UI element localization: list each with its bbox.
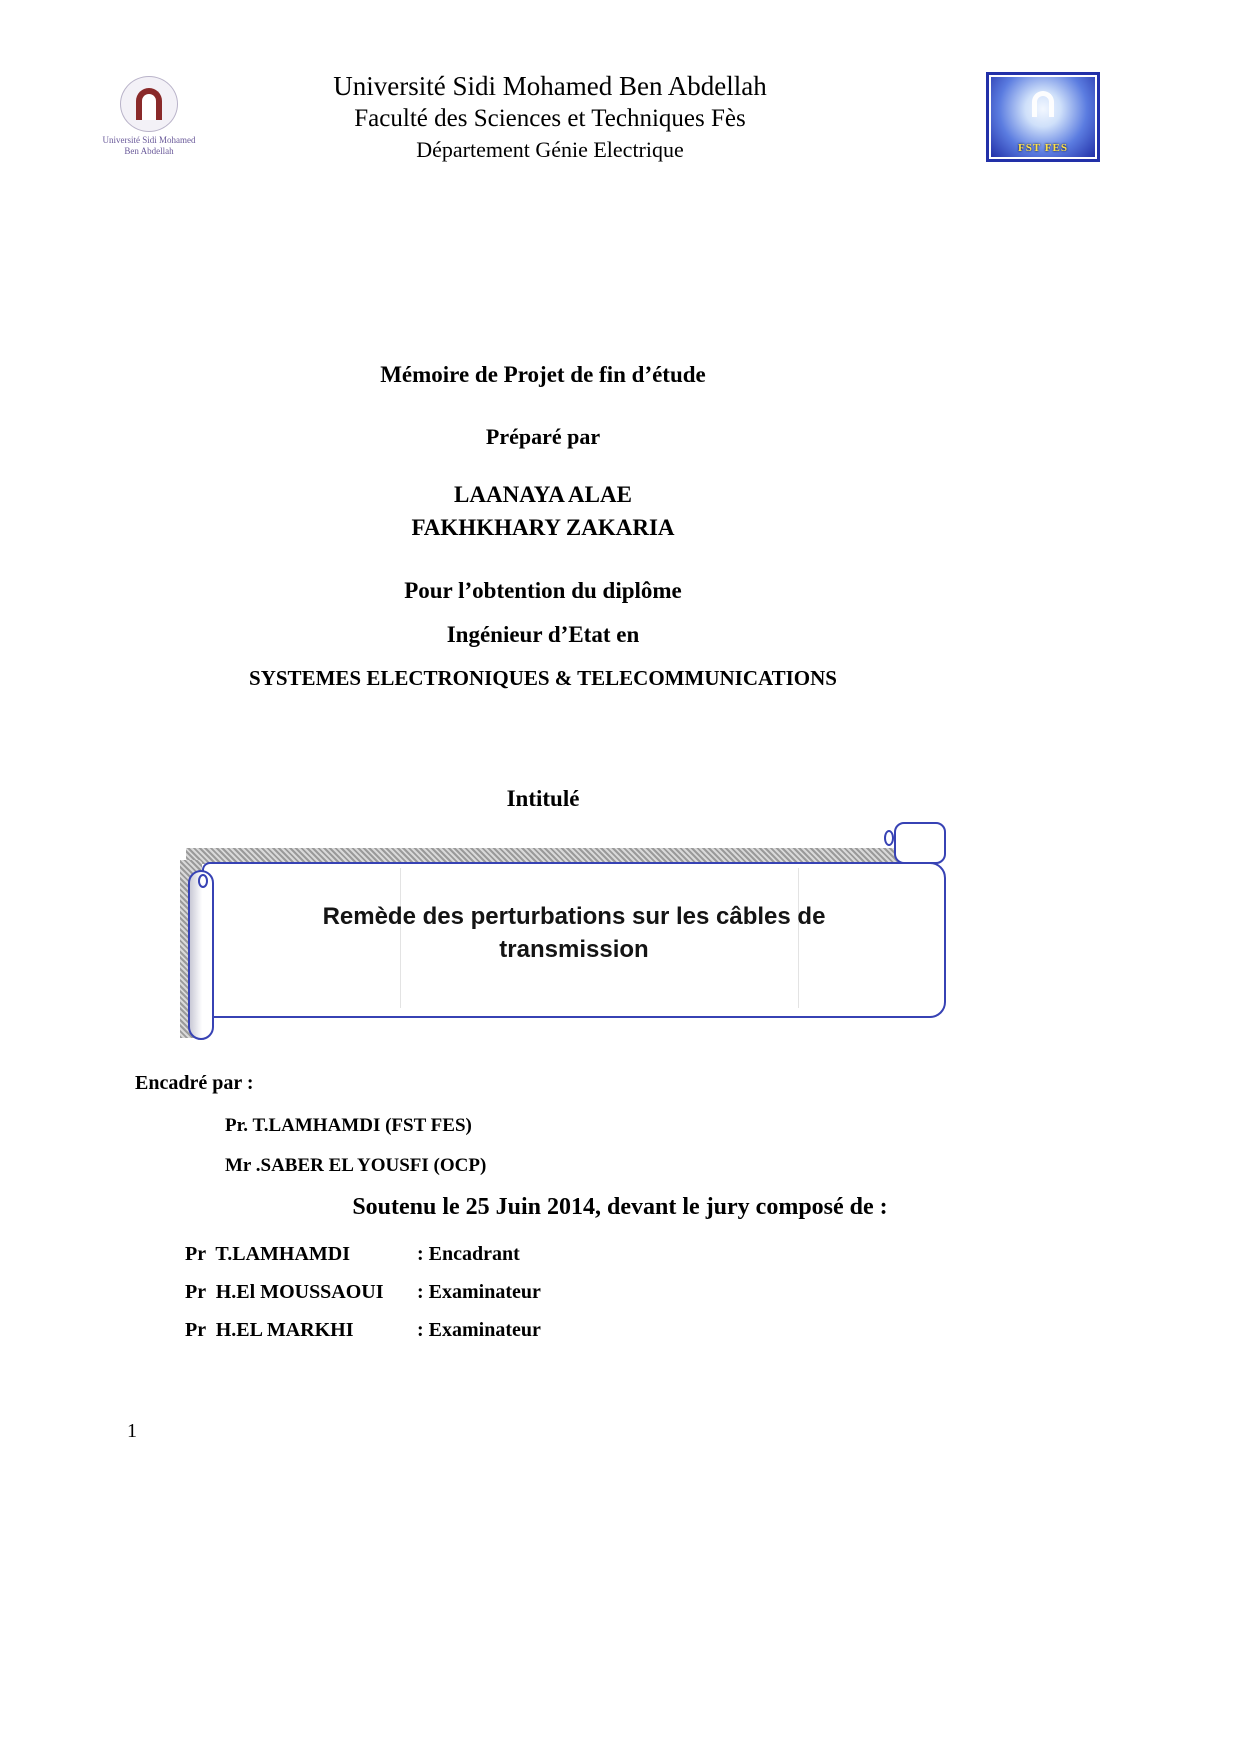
university-seal-icon bbox=[120, 76, 178, 132]
university-logo-caption-line1: Université Sidi Mohamed bbox=[102, 135, 196, 145]
university-logo bbox=[95, 76, 203, 178]
authors-block bbox=[0, 478, 1086, 544]
jury-member-role: : Examinateur bbox=[417, 1281, 541, 1303]
memoire-title: Mémoire de Projet de fin d’étude bbox=[380, 362, 706, 387]
supervisor-name: Pr. T.LAMHAMDI (FST FES) bbox=[225, 1115, 472, 1136]
scroll-curl-dot-icon bbox=[884, 830, 894, 846]
program-name: SYSTEMES ELECTRONIQUES & TELECOMMUNICATIONS bbox=[249, 666, 837, 690]
subject-label: Intitulé bbox=[506, 786, 580, 811]
jury-row bbox=[185, 1319, 541, 1342]
jury-member-name: Pr H.EL MARKHI bbox=[185, 1319, 354, 1341]
university-logo-caption-line2: Ben Abdellah bbox=[124, 146, 174, 156]
jury-member-name: Pr T.LAMHAMDI bbox=[185, 1243, 350, 1265]
institution-header bbox=[270, 70, 830, 165]
fst-logo-label: FST FES bbox=[1018, 142, 1068, 154]
supervised-by-label: Encadré par : bbox=[135, 1072, 254, 1094]
scroll-roll-dot-icon bbox=[198, 874, 208, 888]
arch-icon bbox=[1032, 91, 1054, 117]
defense-line: Soutenu le 25 Juin 2014, devant le jury composé de : bbox=[352, 1194, 888, 1220]
fst-emblem-icon bbox=[991, 77, 1095, 157]
arch-icon bbox=[136, 88, 162, 120]
degree-line: Ingénieur d’Etat en bbox=[446, 622, 640, 647]
jury-row bbox=[185, 1243, 520, 1266]
supervisor-name: Mr .SABER EL YOUSFI (OCP) bbox=[225, 1155, 487, 1176]
jury-member-name: Pr H.El MOUSSAOUI bbox=[185, 1281, 384, 1303]
faculty-name: Faculté des Sciences et Techniques Fès bbox=[354, 105, 746, 132]
prepared-by-label: Préparé par bbox=[485, 424, 601, 449]
department-name: Département Génie Electrique bbox=[416, 137, 684, 162]
page-number: 1 bbox=[127, 1420, 137, 1442]
jury-member-role: : Encadrant bbox=[417, 1243, 520, 1265]
title-scroll-banner bbox=[178, 820, 963, 1048]
project-title: Remède des perturbations sur les câbles de transmission bbox=[322, 903, 826, 963]
author-name: FAKHKHARY ZAKARIA bbox=[411, 515, 675, 540]
diploma-intro: Pour l’obtention du diplôme bbox=[404, 578, 682, 603]
scroll-roll-icon bbox=[188, 870, 214, 1040]
jury-member-role: : Examinateur bbox=[417, 1319, 541, 1341]
jury-row bbox=[185, 1281, 541, 1304]
author-name: LAANAYA ALAE bbox=[454, 482, 632, 507]
university-name: Université Sidi Mohamed Ben Abdellah bbox=[333, 71, 767, 101]
university-logo-caption bbox=[95, 135, 203, 157]
scroll-curl-icon bbox=[894, 822, 946, 864]
fst-logo bbox=[986, 72, 1100, 162]
